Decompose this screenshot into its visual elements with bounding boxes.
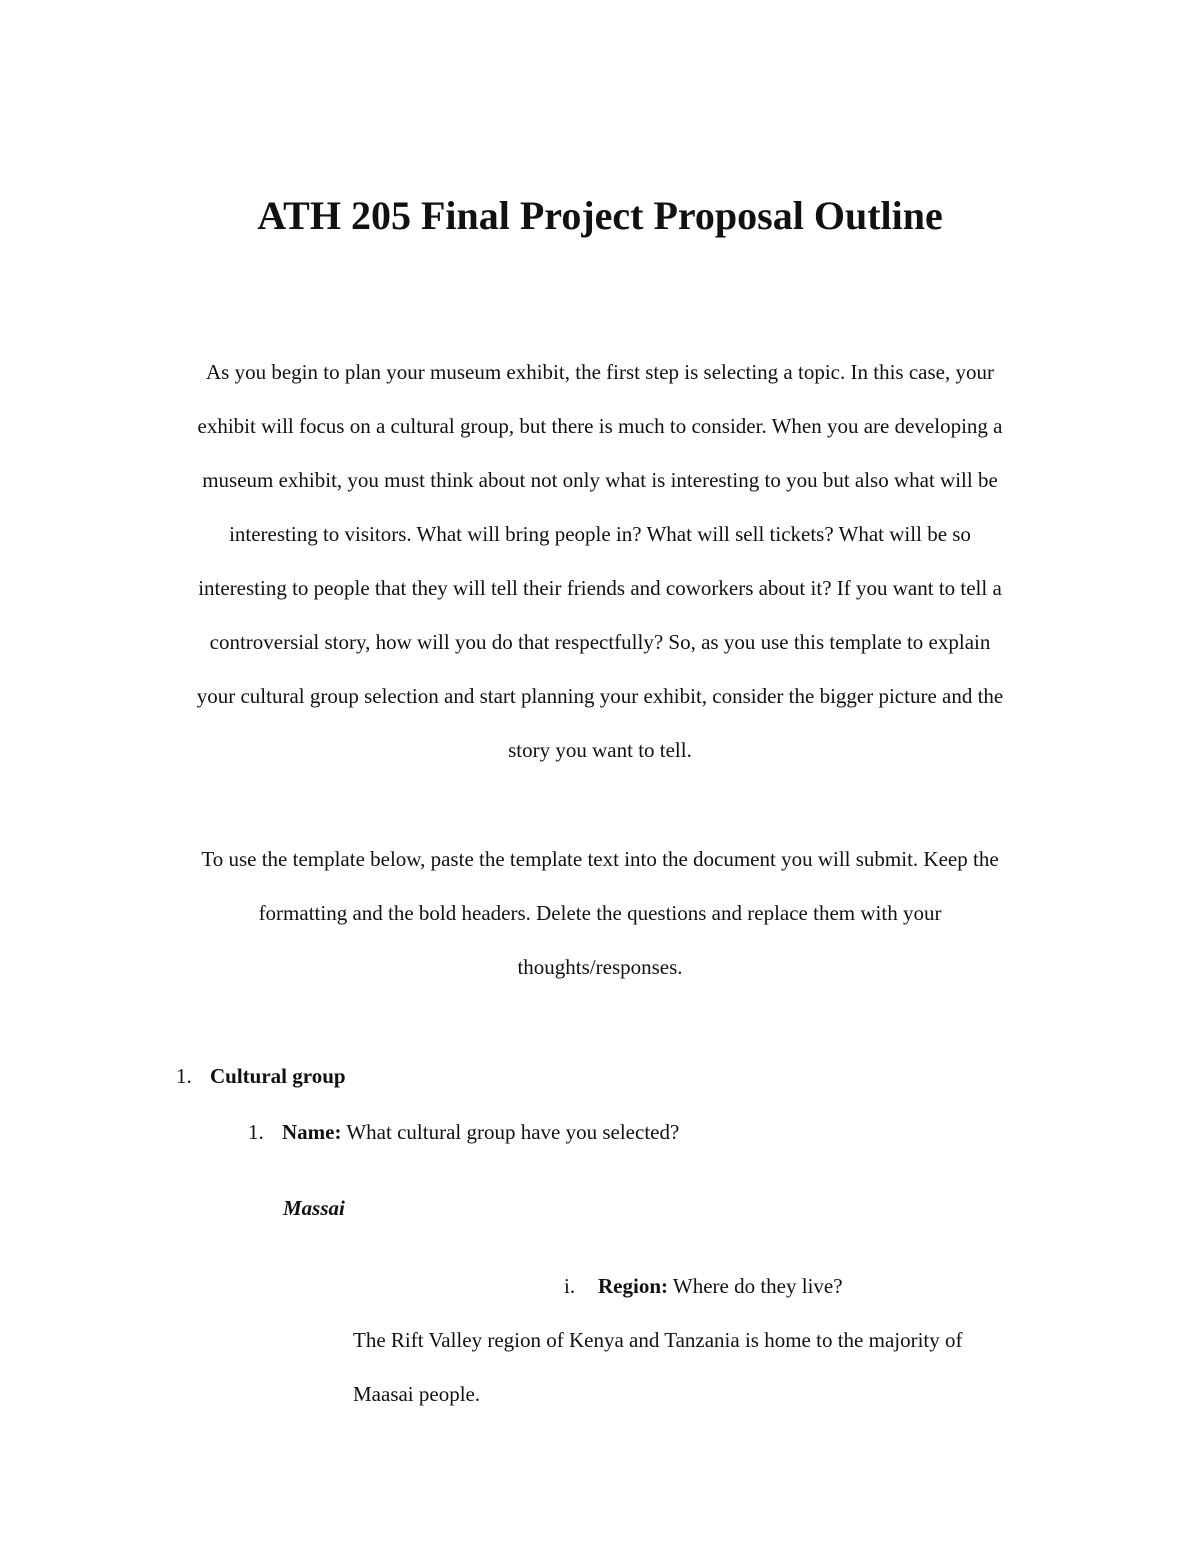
intro-line: story you want to tell. bbox=[508, 738, 692, 762]
region-answer-line: The Rift Valley region of Kenya and Tanzania is home to the majority of bbox=[353, 1328, 963, 1352]
region-answer-line: Maasai people. bbox=[353, 1382, 481, 1406]
intro-line: interesting to people that they will tell their friends and coworkers about it? If you want to tell a bbox=[198, 576, 1002, 600]
intro-line: your cultural group selection and start planning your exhibit, consider the bigger picture and the bbox=[196, 684, 1004, 708]
intro-line: museum exhibit, you must think about not only what is interesting to you but also what will be bbox=[202, 468, 998, 492]
intro-line: As you begin to plan your museum exhibit, the first step is selecting a topic. In this case, your bbox=[206, 360, 994, 384]
document-title: ATH 205 Final Project Proposal Outline bbox=[257, 193, 943, 238]
item-name-answer: Massai bbox=[283, 1196, 345, 1220]
usage-instructions-paragraph bbox=[140, 832, 1060, 994]
subitem-i-number: i. bbox=[564, 1274, 576, 1298]
section-1-number: 1. bbox=[176, 1064, 192, 1088]
subitem-region-label: Region: bbox=[598, 1274, 668, 1298]
item-name-question bbox=[248, 1117, 679, 1147]
subitem-region-question-text: Where do they live? bbox=[672, 1274, 843, 1298]
intro-paragraph bbox=[140, 345, 1060, 777]
intro-line: exhibit will focus on a cultural group, but there is much to consider. When you are developing a bbox=[197, 414, 1003, 438]
item-name-label: Name: bbox=[282, 1120, 342, 1144]
subitem-region-question bbox=[564, 1271, 843, 1301]
section-1-header: Cultural group bbox=[210, 1064, 346, 1088]
usage-line: formatting and the bold headers. Delete the questions and replace them with your bbox=[258, 901, 942, 925]
item-1-number: 1. bbox=[248, 1120, 264, 1144]
intro-line: interesting to visitors. What will bring people in? What will sell tickets? What will be so bbox=[229, 522, 971, 546]
usage-line: To use the template below, paste the template text into the document you will submit. Keep the bbox=[201, 847, 999, 871]
section-1-heading bbox=[176, 1061, 346, 1091]
item-name-question-text: What cultural group have you selected? bbox=[346, 1120, 680, 1144]
intro-line: controversial story, how will you do that respectfully? So, as you use this template to explain bbox=[209, 630, 991, 654]
usage-line: thoughts/responses. bbox=[517, 955, 683, 979]
